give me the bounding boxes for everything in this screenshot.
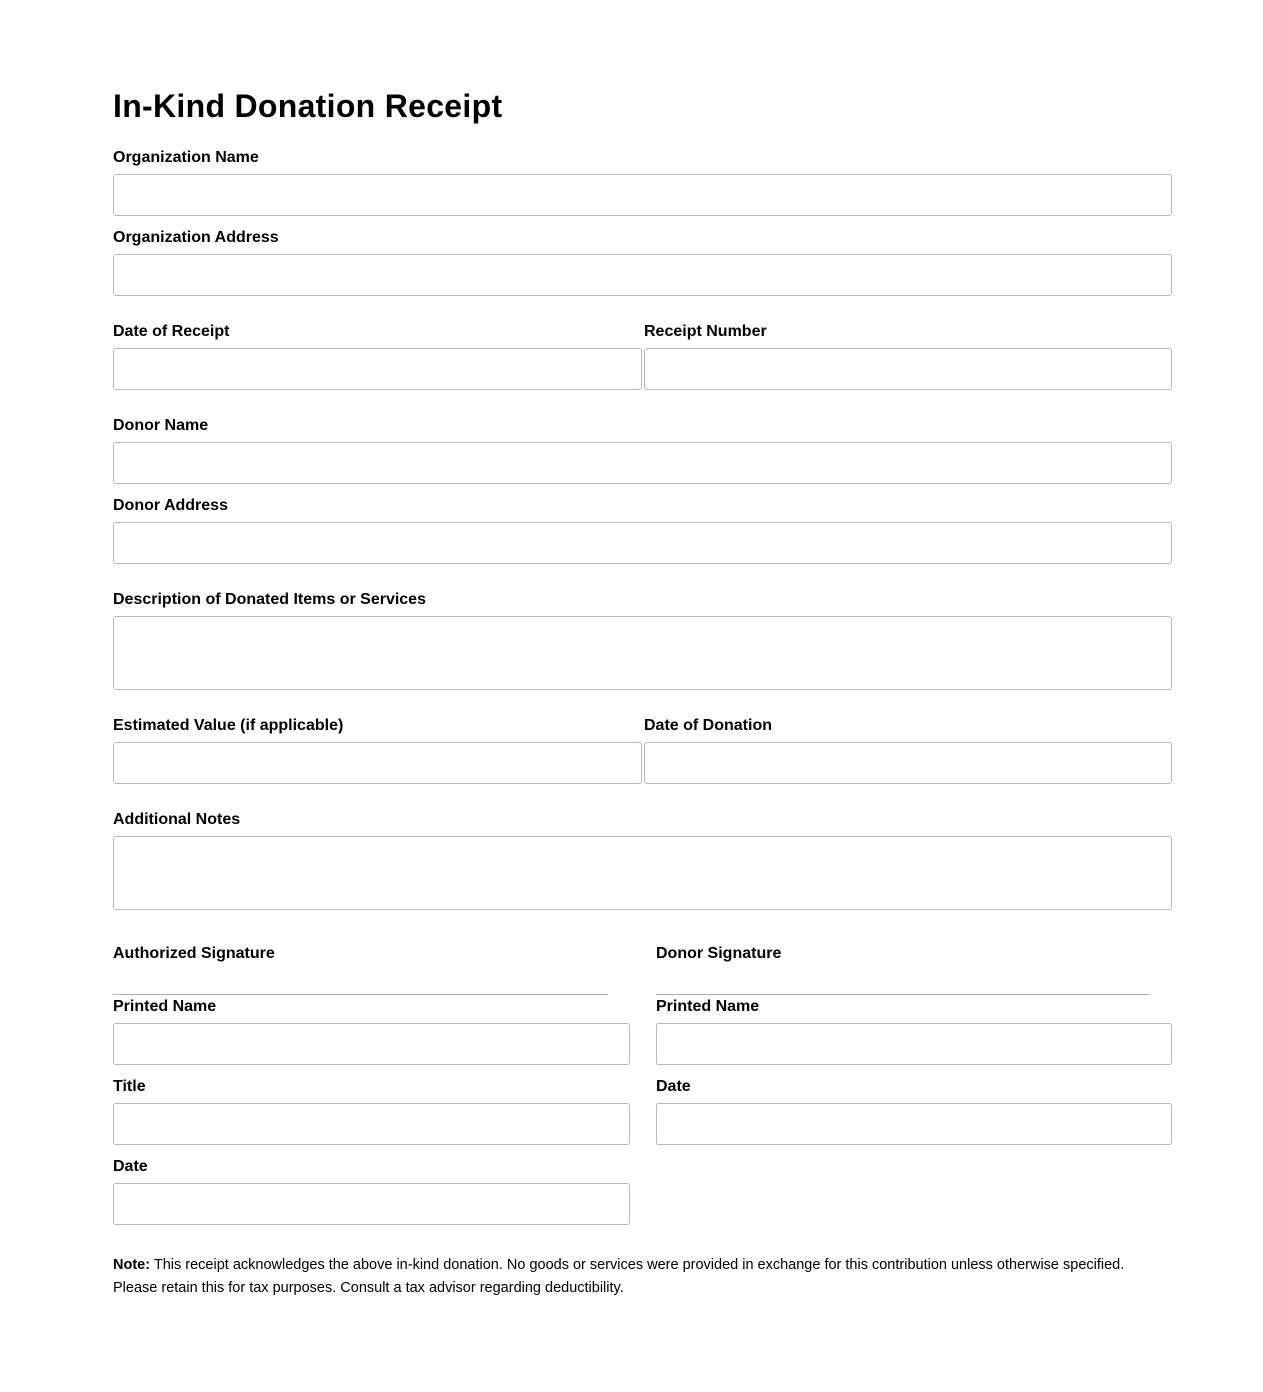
organization-address-input[interactable] xyxy=(113,254,1172,296)
authorized-date-input[interactable] xyxy=(113,1183,630,1225)
description-textarea[interactable] xyxy=(113,616,1172,690)
donor-signature-label: Donor Signature xyxy=(656,945,782,962)
donor-name-input[interactable] xyxy=(113,442,1172,484)
authorized-title-label: Title xyxy=(113,1078,146,1095)
estimated-value-label: Estimated Value (if applicable) xyxy=(113,717,344,734)
additional-notes-label: Additional Notes xyxy=(113,811,241,828)
date-of-receipt-label: Date of Receipt xyxy=(113,323,230,340)
donor-signature-line[interactable] xyxy=(656,994,1150,995)
organization-address-label: Organization Address xyxy=(113,229,279,246)
authorized-printed-name-label: Printed Name xyxy=(113,998,217,1015)
donor-address-label: Donor Address xyxy=(113,497,228,514)
donor-printed-name-label: Printed Name xyxy=(656,998,760,1015)
date-of-donation-input[interactable] xyxy=(644,742,1172,784)
authorized-printed-name-input[interactable] xyxy=(113,1023,630,1065)
authorized-date-label: Date xyxy=(113,1158,148,1175)
date-of-donation-label: Date of Donation xyxy=(644,717,772,734)
note-prefix: Note: xyxy=(113,1257,151,1273)
donor-address-input[interactable] xyxy=(113,522,1172,564)
authorized-signature-label: Authorized Signature xyxy=(113,945,275,962)
authorized-title-input[interactable] xyxy=(113,1103,630,1145)
donor-printed-name-input[interactable] xyxy=(656,1023,1172,1065)
organization-name-label: Organization Name xyxy=(113,149,259,166)
donor-name-label: Donor Name xyxy=(113,417,209,434)
tax-note xyxy=(113,1254,1172,1300)
additional-notes-textarea[interactable] xyxy=(113,836,1172,910)
authorized-signature-line[interactable] xyxy=(113,994,608,995)
description-label: Description of Donated Items or Services xyxy=(113,591,426,608)
donor-date-label: Date xyxy=(656,1078,691,1095)
estimated-value-input[interactable] xyxy=(113,742,642,784)
page-title: In-Kind Donation Receipt xyxy=(113,88,503,124)
donor-date-input[interactable] xyxy=(656,1103,1172,1145)
receipt-number-input[interactable] xyxy=(644,348,1172,390)
organization-name-input[interactable] xyxy=(113,174,1172,216)
note-text: This receipt acknowledges the above in-kind donation. No goods or services were provided in exchange for this contribution unless otherwise specified. Please retain this for tax purposes. Consult a tax advisor regarding deductibility. xyxy=(113,1257,1125,1296)
date-of-receipt-input[interactable] xyxy=(113,348,642,390)
receipt-number-label: Receipt Number xyxy=(644,323,767,340)
